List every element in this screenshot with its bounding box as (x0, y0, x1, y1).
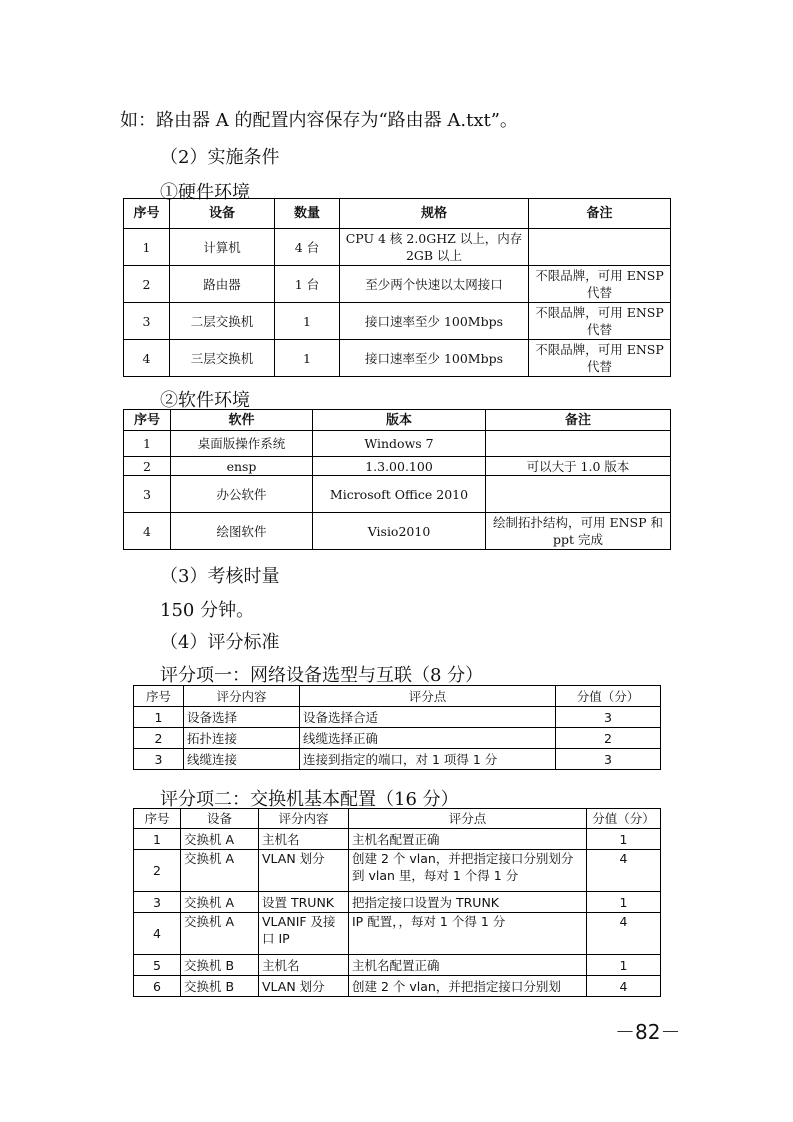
section2-title: （2）实施条件 (160, 147, 280, 168)
intro-line: 如：路由器 A 的配置内容保存为“路由器 A.txt”。 (120, 110, 518, 131)
table-cell: 4 (134, 913, 181, 955)
header-cell: 评分点 (349, 809, 587, 829)
header-cell: 序号 (134, 686, 184, 707)
table-cell (486, 431, 671, 457)
table-cell: 设备选择 (184, 707, 300, 728)
table-row (134, 913, 661, 955)
table-cell: 主机名 (259, 829, 349, 850)
hardware-table (123, 198, 671, 377)
table-cell: 1.3.00.100 (313, 457, 486, 476)
table-cell: 主机名配置正确 (349, 829, 587, 850)
table-cell: 三层交换机 (170, 340, 275, 377)
table-row (124, 266, 671, 303)
software-title: ②软件环境 (160, 390, 250, 411)
table-cell: 不限品牌，可用 ENSP 代替 (529, 340, 671, 377)
table-cell: 创建 2 个 vlan，并把指定接口分别划 (349, 976, 587, 997)
score2-title: 评分项二：交换机基本配置（16 分） (160, 789, 459, 810)
table-cell: 计算机 (170, 229, 275, 266)
header-cell: 备注 (486, 410, 671, 431)
table-cell: IP 配置，，每对 1 个得 1 分 (349, 913, 587, 955)
table-cell: 至少两个快速以太网接口 (340, 266, 529, 303)
table-cell: 4 (124, 340, 170, 377)
table-cell: 4 台 (275, 229, 340, 266)
table-cell: 不限品牌，可用 ENSP 代替 (529, 266, 671, 303)
page-number: －82－ (615, 1020, 681, 1044)
table-cell: 线缆选择正确 (300, 728, 556, 749)
table-cell: ensp (171, 457, 313, 476)
table-cell: 交换机 B (181, 976, 259, 997)
table-cell: 不限品牌，可用 ENSP 代替 (529, 303, 671, 340)
table-cell: 线缆连接 (184, 749, 300, 770)
table-row (134, 707, 661, 728)
table-cell: 6 (134, 976, 181, 997)
table-cell: 绘图软件 (171, 513, 313, 550)
table-cell: 2 (124, 457, 171, 476)
table-cell: 1 (134, 707, 184, 728)
table-row (124, 303, 671, 340)
table-row (124, 513, 671, 550)
table-cell: Microsoft Office 2010 (313, 476, 486, 513)
table-cell: 2 (134, 728, 184, 749)
table-cell: 3 (124, 303, 170, 340)
table-cell: 4 (587, 850, 661, 892)
table-row (124, 476, 671, 513)
duration-text: 150 分钟。 (160, 600, 255, 621)
table-row (124, 431, 671, 457)
table-cell: 交换机 A (181, 829, 259, 850)
table-cell: 1 (587, 955, 661, 976)
table-cell: 2 (124, 266, 170, 303)
score1-table (133, 685, 661, 770)
header-cell: 数量 (275, 199, 340, 229)
table-row (134, 955, 661, 976)
table-cell: 交换机 A (181, 913, 259, 955)
header-cell: 软件 (171, 410, 313, 431)
table-cell: 1 (275, 303, 340, 340)
table-cell: VLAN 划分 (259, 850, 349, 892)
header-cell: 规格 (340, 199, 529, 229)
table-cell: 2 (134, 850, 181, 892)
table-cell: 桌面版操作系统 (171, 431, 313, 457)
table-cell: 把指定接口设置为 TRUNK (349, 892, 587, 913)
software-table (123, 409, 671, 550)
table-cell: 3 (556, 707, 661, 728)
header-cell: 分值（分） (556, 686, 661, 707)
table-cell: 4 (587, 976, 661, 997)
table-cell: 3 (556, 749, 661, 770)
table-cell: 1 (275, 340, 340, 377)
section3-title: （3）考核时量 (160, 566, 280, 587)
table-cell: CPU 4 核 2.0GHZ 以上，内存 2GB 以上 (340, 229, 529, 266)
table-cell: 主机名 (259, 955, 349, 976)
table-row (134, 728, 661, 749)
header-cell: 评分内容 (259, 809, 349, 829)
table-cell: 5 (134, 955, 181, 976)
table-cell: 交换机 A (181, 892, 259, 913)
table-cell: 1 (134, 829, 181, 850)
table-cell: 可以大于 1.0 版本 (486, 457, 671, 476)
table-cell: 4 (587, 913, 661, 955)
header-cell: 设备 (170, 199, 275, 229)
score1-title: 评分项一：网络设备选型与互联（8 分） (160, 665, 484, 686)
table-cell: Visio2010 (313, 513, 486, 550)
table-cell (486, 476, 671, 513)
hardware-title: ①硬件环境 (160, 182, 250, 203)
table-cell: 办公软件 (171, 476, 313, 513)
header-cell: 评分点 (300, 686, 556, 707)
table-cell: 3 (134, 749, 184, 770)
table-cell: Windows 7 (313, 431, 486, 457)
table-cell: 路由器 (170, 266, 275, 303)
table-cell: 设备选择合适 (300, 707, 556, 728)
table-cell: VLAN 划分 (259, 976, 349, 997)
table-row (134, 976, 661, 997)
table-cell: 接口速率至少 100Mbps (340, 340, 529, 377)
table-cell: 1 (587, 829, 661, 850)
table-cell (529, 229, 671, 266)
header-cell: 序号 (134, 809, 181, 829)
table-cell: 接口速率至少 100Mbps (340, 303, 529, 340)
table-cell: 3 (124, 476, 171, 513)
table-row (124, 340, 671, 377)
table-cell: 1 (124, 229, 170, 266)
table-cell: 创建 2 个 vlan，并把指定接口分别划分到 vlan 里，每对 1 个得 1 分 (349, 850, 587, 892)
table-cell: 连接到指定的端口，对 1 项得 1 分 (300, 749, 556, 770)
score2-table (133, 808, 661, 997)
table-row (134, 829, 661, 850)
table-cell: 3 (134, 892, 181, 913)
header-cell: 评分内容 (184, 686, 300, 707)
table-cell: 绘制拓扑结构，可用 ENSP 和 ppt 完成 (486, 513, 671, 550)
table-cell: 1 台 (275, 266, 340, 303)
header-cell: 序号 (124, 199, 170, 229)
table-cell: 1 (124, 431, 171, 457)
table-cell: 拓扑连接 (184, 728, 300, 749)
table-row (134, 892, 661, 913)
table-row (134, 850, 661, 892)
header-cell: 分值（分） (587, 809, 661, 829)
header-cell: 设备 (181, 809, 259, 829)
table-cell: VLANIF 及接口 IP (259, 913, 349, 955)
table-cell: 设置 TRUNK (259, 892, 349, 913)
table-cell: 1 (587, 892, 661, 913)
header-cell: 备注 (529, 199, 671, 229)
section4-title: （4）评分标准 (160, 632, 280, 653)
table-row (124, 457, 671, 476)
header-cell: 序号 (124, 410, 171, 431)
table-row (124, 229, 671, 266)
header-cell: 版本 (313, 410, 486, 431)
table-cell: 主机名配置正确 (349, 955, 587, 976)
table-row (134, 749, 661, 770)
table-cell: 2 (556, 728, 661, 749)
table-cell: 交换机 A (181, 850, 259, 892)
table-cell: 4 (124, 513, 171, 550)
table-cell: 二层交换机 (170, 303, 275, 340)
table-cell: 交换机 B (181, 955, 259, 976)
